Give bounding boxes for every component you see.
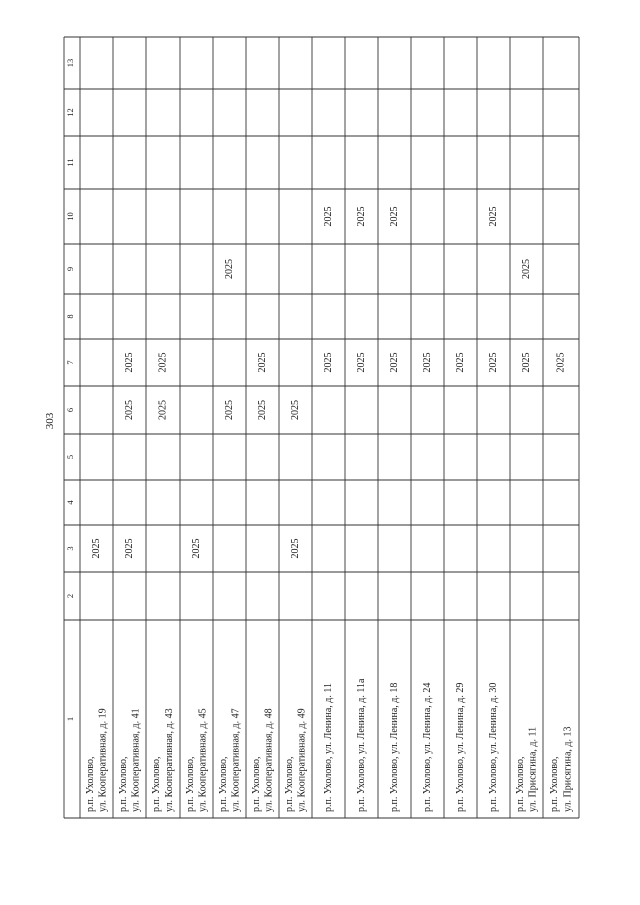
address-line: р.п. Ухолово, ул. Ленина, д. 30	[487, 682, 499, 812]
year-cell: 2025	[322, 352, 334, 373]
year-cell: 2025	[555, 352, 567, 373]
address-line: ул. Кооперативная, д. 19	[97, 708, 109, 812]
address-line: р.п. Ухолово,	[184, 756, 196, 812]
column-number: 1	[64, 716, 75, 722]
year-cell: 2025	[454, 352, 466, 373]
year-cell: 2025	[256, 352, 268, 373]
year-cell: 2025	[190, 538, 202, 559]
address-line: ул. Кооперативная, д. 47	[230, 708, 242, 812]
address-line: ул. Присягина, д. 11	[527, 726, 539, 812]
year-cell: 2025	[289, 400, 301, 420]
column-number: 12	[64, 108, 75, 117]
address-line: ул. Кооперативная, д. 41	[130, 708, 142, 812]
year-cell: 2025	[520, 259, 532, 279]
column-number: 6	[64, 407, 75, 413]
year-cell: 2025	[289, 538, 301, 559]
column-number: 13	[64, 58, 75, 68]
year-cell: 2025	[223, 400, 235, 420]
column-number: 7	[64, 360, 75, 365]
year-cell: 2025	[123, 352, 135, 373]
address-line: ул. Кооперативная, д. 48	[263, 708, 275, 812]
year-cell: 2025	[355, 206, 367, 227]
year-cell: 2025	[388, 352, 400, 373]
year-cell: 2025	[388, 206, 400, 227]
address-line: ул. Кооперативная, д. 45	[197, 708, 209, 812]
address-line: ул. Кооперативная, д. 49	[296, 708, 308, 812]
year-cell: 2025	[90, 538, 102, 559]
year-cell: 2025	[487, 352, 499, 373]
year-cell: 2025	[520, 352, 532, 373]
year-cell: 2025	[123, 538, 135, 559]
column-number: 8	[64, 314, 75, 319]
address-line: р.п. Ухолово, ул. Ленина, д. 24	[421, 682, 433, 812]
address-line: р.п. Ухолово, ул. Ленина, д. 29	[454, 682, 466, 812]
address-line: ул. Присягина, д. 13	[562, 726, 574, 812]
address-line: р.п. Ухолово, ул. Ленина, д. 11а	[355, 678, 367, 812]
address-line: р.п. Ухолово,	[151, 756, 163, 812]
column-number: 5	[64, 454, 75, 460]
year-cell: 2025	[355, 352, 367, 373]
year-cell: 2025	[123, 400, 135, 420]
year-cell: 2025	[322, 206, 334, 227]
column-number: 3	[64, 546, 75, 551]
address-line: р.п. Ухолово,	[217, 756, 229, 812]
year-cell: 2025	[157, 352, 169, 373]
address-line: р.п. Ухолово,	[283, 756, 295, 812]
year-cell: 2025	[421, 352, 433, 373]
table-cells	[65, 59, 574, 812]
address-line: р.п. Ухолово,	[250, 756, 262, 812]
address-line: ул. Кооперативная, д. 43	[164, 708, 176, 812]
address-line: р.п. Ухолово,	[84, 756, 96, 812]
year-cell: 2025	[487, 206, 499, 227]
column-number: 4	[64, 500, 75, 505]
year-cell: 2025	[223, 259, 235, 279]
year-cell: 2025	[256, 400, 268, 420]
address-line: р.п. Ухолово,	[514, 756, 526, 812]
address-line: р.п. Ухолово, ул. Ленина, д. 11	[322, 683, 334, 812]
column-number: 9	[64, 266, 75, 272]
column-number: 11	[64, 158, 75, 167]
table-grid	[64, 37, 579, 818]
column-number: 10	[64, 212, 75, 221]
address-line: р.п. Ухолово, ул. Ленина, д. 18	[388, 682, 400, 812]
page-number: 303	[44, 412, 56, 430]
address-line: р.п. Ухолово,	[117, 756, 129, 812]
year-cell: 2025	[157, 400, 169, 420]
column-number: 2	[64, 593, 75, 599]
address-line: р.п. Ухолово,	[548, 756, 560, 812]
